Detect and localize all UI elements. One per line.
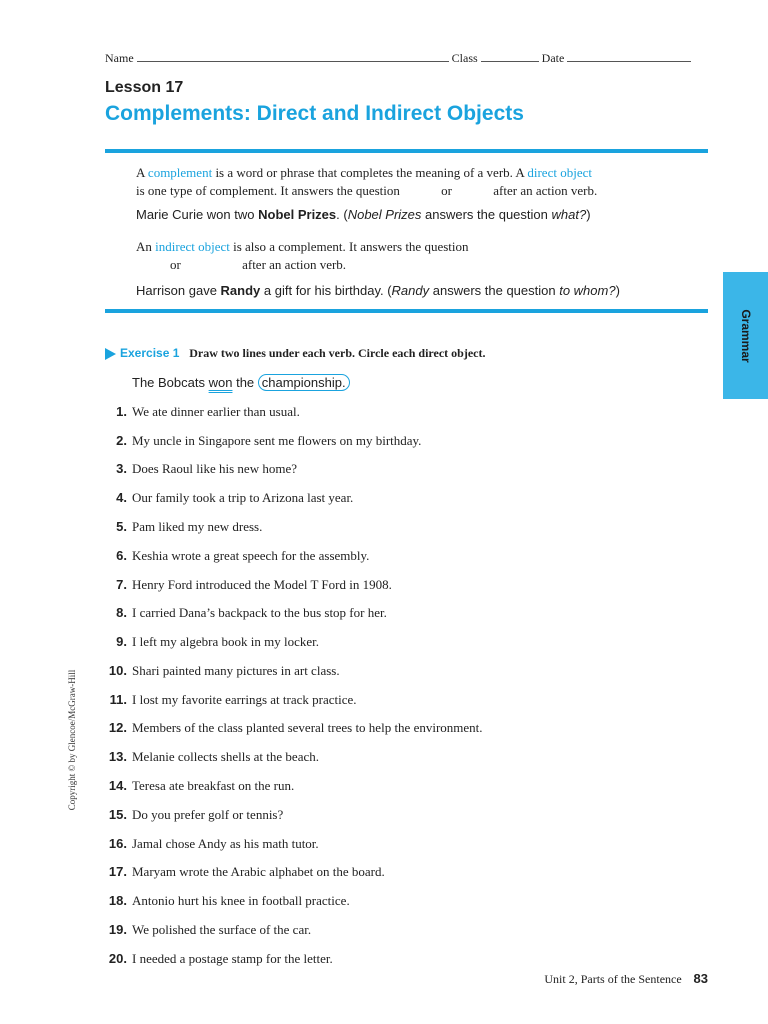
text: ) — [615, 283, 620, 298]
text: a gift for his birthday. ( — [260, 283, 392, 298]
text: . ( — [336, 207, 348, 222]
item-number: 20. — [108, 951, 127, 966]
text: to whom? — [559, 283, 616, 298]
list-item — [105, 404, 300, 420]
text: is one type of complement. It answers the question — [136, 183, 400, 198]
item-number: 19. — [108, 922, 127, 937]
list-item — [105, 749, 319, 765]
page-title: Complements: Direct and Indirect Objects — [105, 102, 524, 125]
item-text: I lost my favorite earrings at track practice. — [132, 692, 357, 707]
item-text: We polished the surface of the car. — [132, 922, 312, 937]
text: the — [232, 375, 258, 390]
list-item — [105, 951, 333, 967]
list-item — [105, 864, 385, 880]
item-number: 10. — [108, 663, 127, 678]
text: Harrison gave — [136, 283, 221, 298]
list-item — [105, 605, 387, 621]
text: Randy — [220, 283, 261, 298]
item-text: I left my algebra book in my locker. — [132, 634, 320, 649]
list-item — [105, 433, 421, 449]
item-text: Maryam wrote the Arabic alphabet on the board. — [132, 864, 385, 879]
lesson-number: Lesson 17 — [105, 79, 184, 96]
list-item — [105, 778, 294, 794]
item-number: 11. — [109, 692, 127, 707]
text: or — [441, 183, 453, 198]
term-complement: complement — [147, 165, 213, 180]
page-footer — [544, 971, 708, 987]
text: answers the question — [429, 283, 560, 298]
item-number: 6. — [116, 548, 127, 563]
page-number: 83 — [693, 971, 708, 986]
item-number: 16. — [108, 836, 127, 851]
item-number: 1. — [116, 404, 127, 419]
list-item — [105, 577, 392, 593]
list-item — [105, 634, 319, 650]
item-number: 12. — [108, 720, 127, 735]
list-item — [105, 893, 350, 909]
name-label: Name — [105, 51, 134, 65]
list-item — [105, 461, 297, 477]
item-number: 3. — [116, 461, 127, 476]
text: answers the question — [421, 207, 552, 222]
item-number: 5. — [116, 519, 127, 534]
list-item — [105, 922, 311, 938]
term-direct-object: direct object — [527, 165, 592, 180]
class-label: Class — [451, 51, 478, 65]
item-number: 8. — [116, 605, 127, 620]
item-text: Do you prefer golf or tennis? — [132, 807, 284, 822]
item-text: Shari painted many pictures in art class. — [132, 663, 340, 678]
item-number: 15. — [108, 807, 127, 822]
date-label: Date — [541, 51, 565, 65]
item-text: I carried Dana’s backpack to the bus stop for her. — [132, 605, 387, 620]
list-item — [105, 807, 283, 823]
text: is a word or phrase that completes the meaning of a verb. A — [212, 165, 528, 180]
list-item — [105, 720, 483, 736]
item-text: Our family took a trip to Arizona last year. — [132, 490, 354, 505]
item-text: Does Raoul like his new home? — [132, 461, 297, 476]
text: or — [170, 257, 181, 272]
text: Randy — [391, 283, 430, 298]
item-number: 17. — [108, 864, 127, 879]
item-number: 7. — [116, 577, 127, 592]
item-text: We ate dinner earlier than usual. — [132, 404, 300, 419]
item-text: Pam liked my new dress. — [132, 519, 263, 534]
text: Nobel Prizes — [258, 207, 337, 222]
copyright-notice: Copyright © by Glencoe/McGraw-Hill — [67, 669, 77, 811]
list-item — [105, 692, 357, 708]
text: what? — [551, 207, 587, 222]
item-text: Teresa ate breakfast on the run. — [132, 778, 295, 793]
text: A — [136, 165, 148, 180]
item-text: Henry Ford introduced the Model T Ford in 1908. — [132, 577, 392, 592]
text: is also a complement. It answers the question — [229, 239, 469, 254]
list-item — [105, 548, 369, 564]
list-item — [105, 490, 353, 506]
text: ) — [586, 207, 591, 222]
item-text: Keshia wrote a great speech for the assembly. — [132, 548, 370, 563]
item-text: Jamal chose Andy as his math tutor. — [132, 836, 319, 851]
text: An — [136, 239, 156, 254]
list-item — [105, 836, 319, 852]
item-number: 4. — [116, 490, 127, 505]
example-direct-object: championship. — [258, 374, 350, 391]
item-text: Melanie collects shells at the beach. — [132, 749, 319, 764]
grammar-tab-label: Grammar — [738, 308, 753, 363]
item-text: Members of the class planted several trees to help the environment. — [132, 720, 483, 735]
item-text: I needed a postage stamp for the letter. — [132, 951, 333, 966]
text: The Bobcats — [132, 375, 209, 390]
list-item — [105, 519, 262, 535]
footer-unit: Unit 2, Parts of the Sentence — [544, 972, 682, 986]
item-text: Antonio hurt his knee in football practice. — [132, 893, 350, 908]
item-number: 13. — [108, 749, 127, 764]
text: Marie Curie won two — [136, 207, 259, 222]
exercise-label: Exercise 1 — [120, 346, 180, 360]
text: after an action verb. — [242, 257, 347, 272]
example-verb: won — [208, 375, 233, 390]
list-item — [105, 663, 340, 679]
item-number: 14. — [108, 778, 127, 793]
exercise-instruction: Draw two lines under each verb. Circle each direct object. — [189, 346, 486, 360]
text: after an action verb. — [493, 183, 598, 198]
item-number: 2. — [116, 433, 127, 448]
item-number: 9. — [116, 634, 127, 649]
item-number: 18. — [108, 893, 127, 908]
text: Nobel Prizes — [347, 207, 422, 222]
term-indirect-object: indirect object — [155, 239, 230, 254]
item-text: My uncle in Singapore sent me flowers on my birthday. — [132, 433, 422, 448]
